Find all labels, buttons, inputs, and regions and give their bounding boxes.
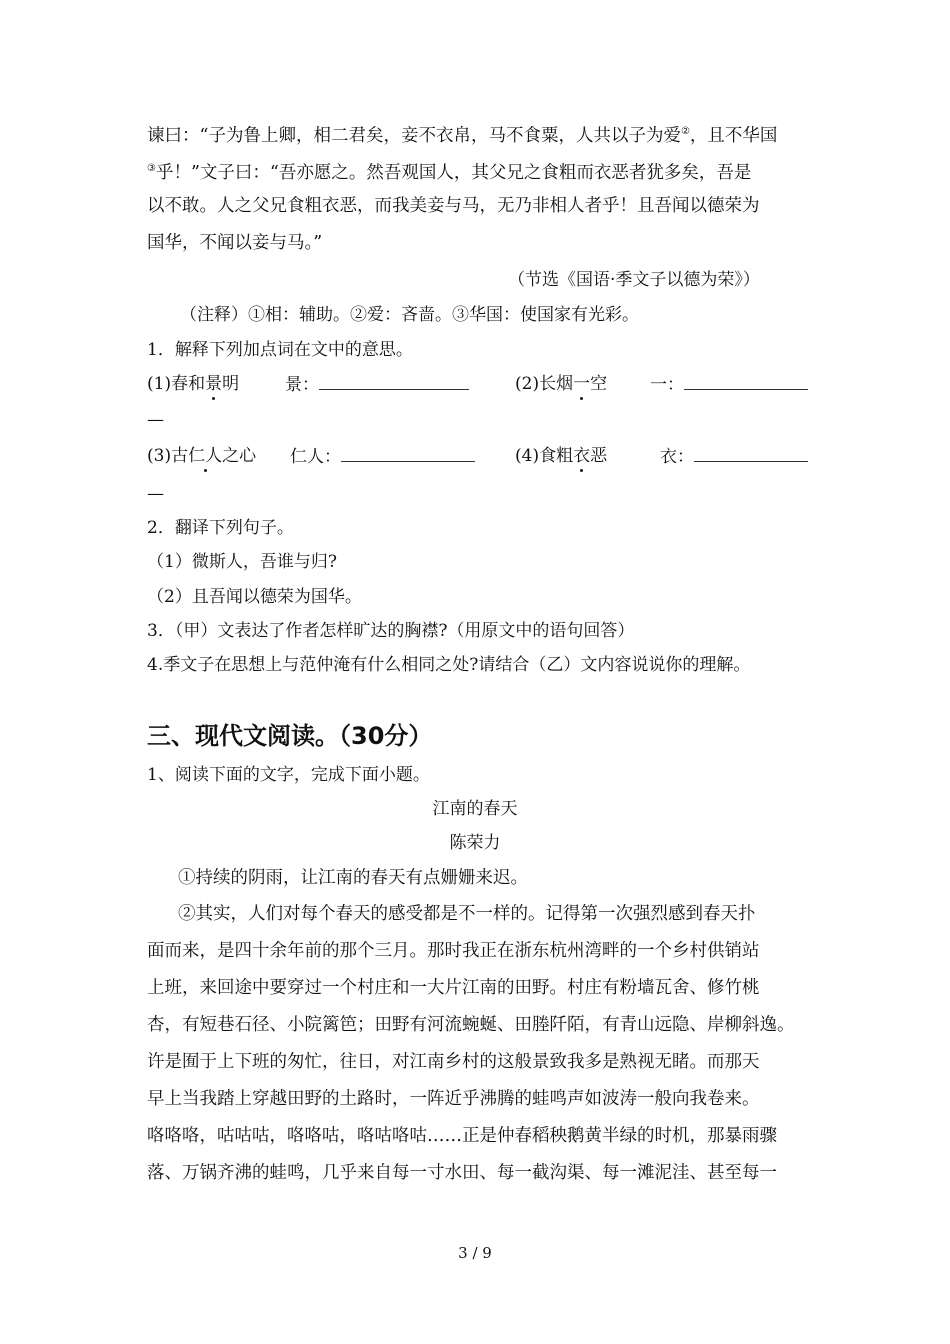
line-dash: —: [147, 484, 164, 504]
article-author: 陈荣力: [449, 833, 501, 853]
classical-line-1: 谏曰：“子为鲁上卿，相二君矣，妾不衣帛，马不食粟，人共以子为爱②，且不华国: [147, 125, 778, 146]
page-number: 3 / 9: [458, 1244, 492, 1262]
q1-item-2: (2)长烟一空: [515, 374, 608, 394]
answer-blank[interactable]: [341, 444, 475, 462]
paragraph-2-line: 上班，来回途中要穿过一个村庄和一大片江南的田野。村庄有粉墙瓦舍、修竹桃: [147, 978, 760, 998]
classical-notes: （注释）①相：辅助。②爱：吝啬。③华国：使国家有光彩。: [180, 305, 639, 325]
question-4: 4.季文子在思想上与范仲淹有什么相同之处?请结合（乙）文内容说说你的理解。: [147, 655, 751, 675]
q1-item-3: (3)古仁人之心: [147, 446, 257, 466]
paragraph-2-line: 杏，有短巷石径、小院篱笆；田野有河流蜿蜒、田塍阡陌，有青山远隐、岸柳斜逸。: [147, 1015, 795, 1035]
classical-line-3: 以不敢。人之父兄食粗衣恶，而我美妾与马，无乃非相人者乎！且吾闻以德荣为: [147, 196, 760, 216]
paragraph-1: ①持续的阴雨，让江南的春天有点姗姗来迟。: [178, 868, 528, 888]
paragraph-2-line: 落、万锅齐沸的蛙鸣，几乎来自每一寸水田、每一截沟渠、每一滩泥洼、甚至每一: [147, 1163, 777, 1183]
question-3: 3．（甲）文表达了作者怎样旷达的胸襟?（用原文中的语句回答）: [147, 621, 635, 641]
q2-item-2: （2）且吾闻以德荣为国华。: [147, 587, 362, 607]
line-dash: —: [147, 410, 164, 430]
section-heading: 三、现代文阅读。（30分）: [147, 722, 433, 750]
q1-answer-1: 景：: [285, 372, 469, 397]
question-2: 2．翻译下列句子。: [147, 518, 294, 538]
paragraph-2-line: ②其实，人们对每个春天的感受都是不一样的。记得第一次强烈感到春天扑: [178, 904, 756, 924]
q1-answer-3: 仁人：: [290, 444, 475, 469]
q2-item-1: （1）微斯人，吾谁与归?: [147, 552, 337, 572]
question-1: 1．解释下列加点词在文中的意思。: [147, 340, 413, 360]
article-title: 江南的春天: [432, 799, 518, 819]
paragraph-2-line: 面而来，是四十余年前的那个三月。那时我正在浙东杭州湾畔的一个乡村供销站: [147, 941, 760, 961]
q1-item-1: (1)春和景明: [147, 374, 240, 394]
paragraph-2-line: 许是囿于上下班的匆忙，往日，对江南乡村的这般景致我多是熟视无睹。而那天: [147, 1052, 760, 1072]
q1-answer-4: 衣：: [660, 444, 808, 469]
answer-blank[interactable]: [684, 372, 808, 390]
q1-answer-2: 一：: [650, 372, 808, 397]
classical-line-2: ③乎！”文子曰：“吾亦愿之。然吾观国人，其父兄之食粗而衣恶者犹多矣，吾是: [147, 162, 752, 183]
answer-blank[interactable]: [319, 372, 469, 390]
classical-line-4: 国华，不闻以妾与马。”: [147, 233, 323, 253]
paragraph-2-line: 咯咯咯，咕咕咕，咯咯咕，咯咕咯咕……正是仲春稻秧鹅黄半绿的时机，那暴雨骤: [147, 1126, 777, 1146]
section-intro: 1、阅读下面的文字，完成下面小题。: [147, 765, 430, 785]
answer-blank[interactable]: [694, 444, 808, 462]
paragraph-2-line: 早上当我踏上穿越田野的土路时，一阵近乎沸腾的蛙鸣声如波涛一般向我卷来。: [147, 1089, 760, 1109]
classical-source: （节选《国语·季文子以德为荣》）: [508, 270, 760, 290]
q1-item-4: (4)食粗衣恶: [515, 446, 608, 466]
